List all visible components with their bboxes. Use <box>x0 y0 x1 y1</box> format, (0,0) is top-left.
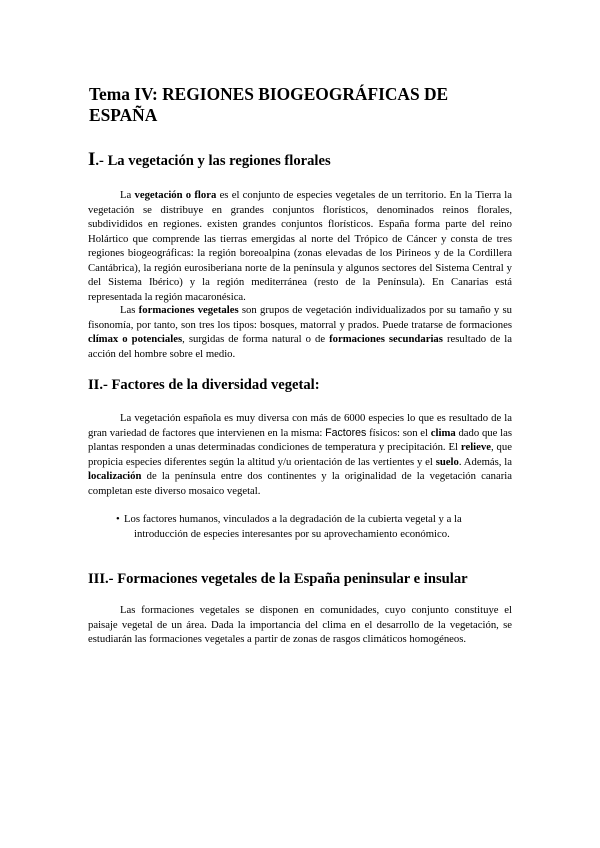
bold-term: relieve <box>460 441 491 453</box>
text: dado que las plantas responden a unas determinadas condiciones de temperatura y precipitación. El <box>88 426 513 453</box>
bullet-mark: • <box>116 513 120 525</box>
text: La vegetación española es muy diversa con más de 6000 especies lo que es resultado de la gran variedad de factores que intervienen en la misma: <box>88 412 512 439</box>
section-1-heading-text: .- La vegetación y las regiones florales <box>95 153 331 169</box>
bullet-line-1: Los factores humanos, vinculados a la degradación de la cubierta vegetal y a la <box>124 513 462 525</box>
bold-term: clímax o potenciales <box>88 333 183 345</box>
bullet-human-factors <box>116 512 512 541</box>
text: , surgidas de forma natural o de <box>182 333 330 345</box>
bold-term: clima <box>430 426 456 439</box>
text: son grupos de vegetación individualizados por su tamaño y su fisonomía, por tanto, son tres los tipos: bosques, matorral y prados. Puede tratarse de formaciones <box>88 304 512 331</box>
text: resultado de la acción del hombre sobre el medio. <box>88 333 512 360</box>
paragraph-formations <box>88 303 512 361</box>
paragraph-vegetation <box>88 188 512 304</box>
bold-term: formaciones secundarias <box>329 333 443 345</box>
text: es el conjunto de especies vegetales de un territorio. En la Tierra la vegetación se distribuye en grandes conjuntos florísticos, denominados reinos florales, subdivididos en regiones. existen grandes conjuntos florísticos. España forma parte del reino Holártico que comprende las tierras emergidas al norte del Trópico de Cáncer y consta de tres regiones biogeográficas: la región boreoalpina (zonas elevadas de los Pirineos y de la Cordillera Cantábrica), la región eurosiberiana norte de la península y algunos sectores del Sistema Central y del Sistema Ibérico) y la región mediterránea (resto de la Península). En Canarias está representada la región macaronésica. <box>88 189 512 303</box>
section-1-initial: I <box>88 149 96 170</box>
section-1-heading <box>88 149 512 171</box>
bold-term: formaciones vegetales <box>138 304 239 316</box>
section-3-heading: III.- Formaciones vegetales de la España peninsular e insular <box>88 571 468 587</box>
bold-term: suelo <box>435 455 459 468</box>
paragraph-factors <box>88 411 512 498</box>
text: La <box>120 189 135 201</box>
text: Factores <box>325 426 367 439</box>
bullet-line-2: introducción de especies interesantes por su aprovechamiento económico. <box>134 527 450 540</box>
bold-term: localización <box>88 470 142 482</box>
paragraph-formations-peninsular: Las formaciones vegetales se disponen en comunidades, cuyo conjunto constituye el paisaje vegetal de un área. Dada la importancia del clima en el desarrollo de la vegetación, se estudiarán las formaciones vegetales a partir de zonas de rasgos climáticos homogéneos. <box>88 604 512 645</box>
text: , que propicia especies diferentes según la altitud y/u orientación de las vertientes y el <box>88 441 512 468</box>
text: . Además, la <box>458 455 512 468</box>
page-title: Tema IV: REGIONES BIOGEOGRÁFICAS DE ESPAÑA <box>89 84 449 125</box>
bold-term: vegetación o flora <box>134 189 217 201</box>
text: Las <box>120 304 139 316</box>
section-2-heading: II.- Factores de la diversidad vegetal: <box>88 377 320 393</box>
text: de la península entre dos continentes y la originalidad de la vegetación canaria completan este diverso mosaico vegetal. <box>88 470 512 497</box>
text: físicos: son el <box>366 426 431 439</box>
